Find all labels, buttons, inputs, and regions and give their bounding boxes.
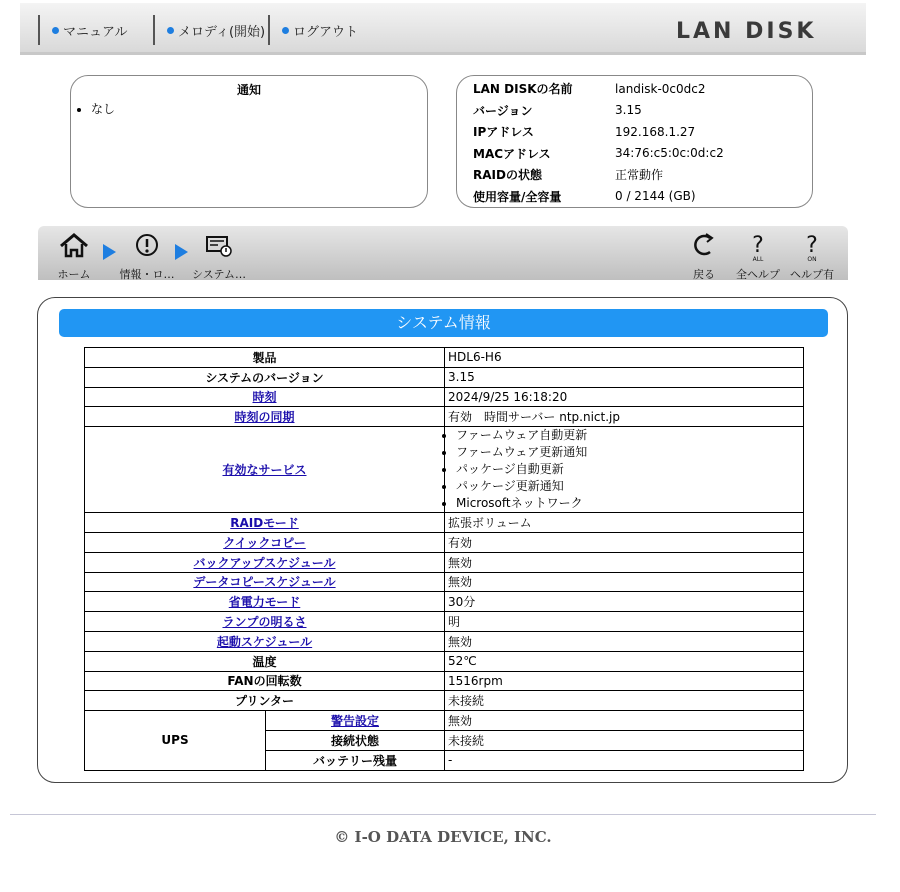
table-row-key: [85, 572, 445, 592]
disk-info-value: 3.15: [615, 103, 642, 118]
disk-info-key: RAIDの状態: [473, 168, 542, 183]
setting-link[interactable]: 起動スケジュール: [216, 634, 313, 649]
notice-item: • なし: [91, 100, 427, 117]
list-item: • Microsoftネットワーク: [456, 495, 800, 512]
help-on-icon: [798, 232, 826, 262]
disk-info-value: 34:76:c5:0c:0d:c2: [615, 146, 724, 161]
info-circle-icon: [133, 232, 161, 258]
back-icon: [690, 232, 718, 258]
back-button[interactable]: [689, 232, 719, 281]
disk-info-value: 0 / 2144 (GB): [615, 189, 696, 204]
table-row: [85, 387, 804, 407]
table-row-value: HDL6-H6: [445, 348, 804, 368]
table-row: [85, 367, 804, 387]
system-info-button-label: システム…: [192, 268, 246, 281]
disk-info-row: [473, 78, 724, 100]
table-row-value: 無効: [445, 552, 804, 572]
table-row: [85, 651, 804, 671]
table-row-value: 30分: [445, 592, 804, 612]
table-row-key: 製品: [85, 348, 445, 368]
table-row-value: 52℃: [445, 651, 804, 671]
svg-text:ALL: ALL: [752, 256, 764, 262]
all-help-button-label: 全ヘルプ: [736, 268, 780, 281]
table-row-key: [85, 427, 445, 513]
disk-info-key: バージョン: [473, 103, 533, 118]
home-icon: [58, 232, 90, 258]
table-row-key: [85, 552, 445, 572]
table-row: [85, 552, 804, 572]
list-item: • ファームウェア自動更新: [456, 427, 800, 444]
table-row-key: バッテリー残量: [266, 750, 445, 770]
table-row-key: プリンター: [85, 691, 445, 711]
table-row-value: 未接続: [445, 691, 804, 711]
disk-info-key: LAN DISKの名前: [473, 82, 573, 97]
svg-text:?: ?: [752, 233, 764, 258]
disk-info-row: [473, 186, 724, 208]
help-on-button[interactable]: [790, 232, 834, 281]
divider: [38, 15, 40, 45]
table-row-key: [266, 711, 445, 731]
system-info-panel: [37, 297, 848, 783]
home-button[interactable]: [56, 232, 92, 281]
table-row: [85, 513, 804, 533]
breadcrumb-arrow-icon: [103, 244, 116, 260]
table-row: [85, 631, 804, 651]
manual-link[interactable]: [52, 21, 127, 40]
melody-link[interactable]: [167, 21, 265, 40]
help-on-button-label: ヘルプ有: [790, 268, 834, 281]
notice-title: 通知: [236, 83, 261, 97]
info-log-button[interactable]: [119, 232, 175, 281]
divider: [268, 15, 270, 45]
table-row: [85, 407, 804, 427]
footer-divider: [10, 814, 876, 815]
ups-label: UPS: [85, 711, 266, 770]
disk-info-panel: [456, 75, 813, 208]
notice-list: [71, 100, 427, 117]
setting-link[interactable]: 警告設定: [330, 714, 379, 729]
table-row: [85, 691, 804, 711]
table-row: [85, 592, 804, 612]
table-row-value: 明: [445, 612, 804, 632]
table-row-value: 無効: [445, 631, 804, 651]
table-row-value: 拡張ボリューム: [445, 513, 804, 533]
lan-disk-logo: [676, 19, 846, 41]
bullet-icon: [52, 27, 59, 34]
disk-info-table: [473, 78, 724, 207]
disk-info-row: [473, 100, 724, 122]
divider: [153, 15, 155, 45]
setting-link[interactable]: バックアップスケジュール: [193, 555, 336, 570]
table-row-value: 1516rpm: [445, 671, 804, 691]
table-row: [85, 671, 804, 691]
table-row-key: [85, 612, 445, 632]
svg-text:?: ?: [806, 233, 818, 258]
disk-info-row: [473, 143, 724, 165]
table-row-value: 有効: [445, 532, 804, 552]
table-row-key: システムのバージョン: [85, 367, 445, 387]
info-log-button-label: 情報・ロ…: [119, 268, 175, 281]
table-row-key: 温度: [85, 651, 445, 671]
setting-link[interactable]: データコピースケジュール: [193, 575, 336, 590]
table-row: [85, 572, 804, 592]
bullet-icon: [282, 27, 289, 34]
table-row-key: [85, 407, 445, 427]
setting-link[interactable]: 時刻の同期: [234, 410, 295, 425]
setting-link[interactable]: RAIDモード: [230, 516, 299, 531]
help-all-icon: [744, 232, 772, 262]
table-row-key: [85, 631, 445, 651]
setting-link[interactable]: ランプの明るさ: [222, 615, 307, 630]
disk-info-key: IPアドレス: [473, 125, 534, 140]
copyright: © I-O DATA DEVICE, INC.: [334, 828, 552, 846]
svg-text:LAN DISK: LAN DISK: [676, 19, 817, 41]
table-row-value: 無効: [445, 711, 804, 731]
logout-link-label: ログアウト: [293, 25, 359, 40]
page-title: システム情報: [59, 309, 828, 337]
list-item: • パッケージ更新通知: [456, 478, 800, 495]
table-row-key: FANの回転数: [85, 671, 445, 691]
disk-info-key: MACアドレス: [473, 146, 551, 161]
table-row-value: [445, 427, 804, 513]
home-button-label: ホーム: [57, 268, 91, 281]
back-button-label: 戻る: [693, 268, 715, 281]
svg-text:ON: ON: [807, 256, 817, 262]
table-row-key: [85, 592, 445, 612]
table-row: [85, 612, 804, 632]
setting-link[interactable]: 時刻: [252, 390, 277, 405]
notice-panel: [70, 75, 428, 208]
table-row: [85, 348, 804, 368]
disk-info-value: 正常動作: [615, 168, 664, 183]
table-row-value: 未接続: [445, 730, 804, 750]
melody-link-label: メロディ(開始): [178, 25, 266, 40]
system-info-table: [84, 347, 804, 771]
system-info-button[interactable]: [192, 232, 246, 281]
bullet-icon: [167, 27, 174, 34]
setting-link[interactable]: 省電力モード: [228, 595, 301, 610]
setting-link[interactable]: クイックコピー: [223, 535, 306, 550]
table-row-key: [85, 387, 445, 407]
service-list: [448, 427, 800, 512]
table-row: [85, 427, 804, 513]
top-bar: [20, 3, 866, 55]
table-row: [85, 711, 804, 731]
disk-info-row: [473, 164, 724, 186]
list-item: • パッケージ自動更新: [456, 461, 800, 478]
table-row: [85, 532, 804, 552]
table-row-value: -: [445, 750, 804, 770]
all-help-button[interactable]: [736, 232, 780, 281]
table-row-value: 無効: [445, 572, 804, 592]
table-row-key: 接続状態: [266, 730, 445, 750]
list-item: • ファームウェア更新通知: [456, 444, 800, 461]
table-row-value: 2024/9/25 16:18:20: [445, 387, 804, 407]
toolbar: [38, 226, 848, 280]
logout-link[interactable]: [282, 21, 358, 40]
table-row-key: [85, 532, 445, 552]
system-info-icon: [204, 232, 234, 258]
setting-link[interactable]: 有効なサービス: [222, 463, 307, 478]
disk-info-row: [473, 121, 724, 143]
disk-info-value: landisk-0c0dc2: [615, 81, 706, 96]
breadcrumb-arrow-icon: [175, 244, 188, 260]
table-row-value: 有効 時間サーバー ntp.nict.jp: [445, 407, 804, 427]
table-row-value: 3.15: [445, 367, 804, 387]
disk-info-key: 使用容量/全容量: [473, 189, 562, 204]
table-row-key: [85, 513, 445, 533]
disk-info-value: 192.168.1.27: [615, 124, 696, 139]
manual-link-label: マニュアル: [63, 25, 128, 40]
